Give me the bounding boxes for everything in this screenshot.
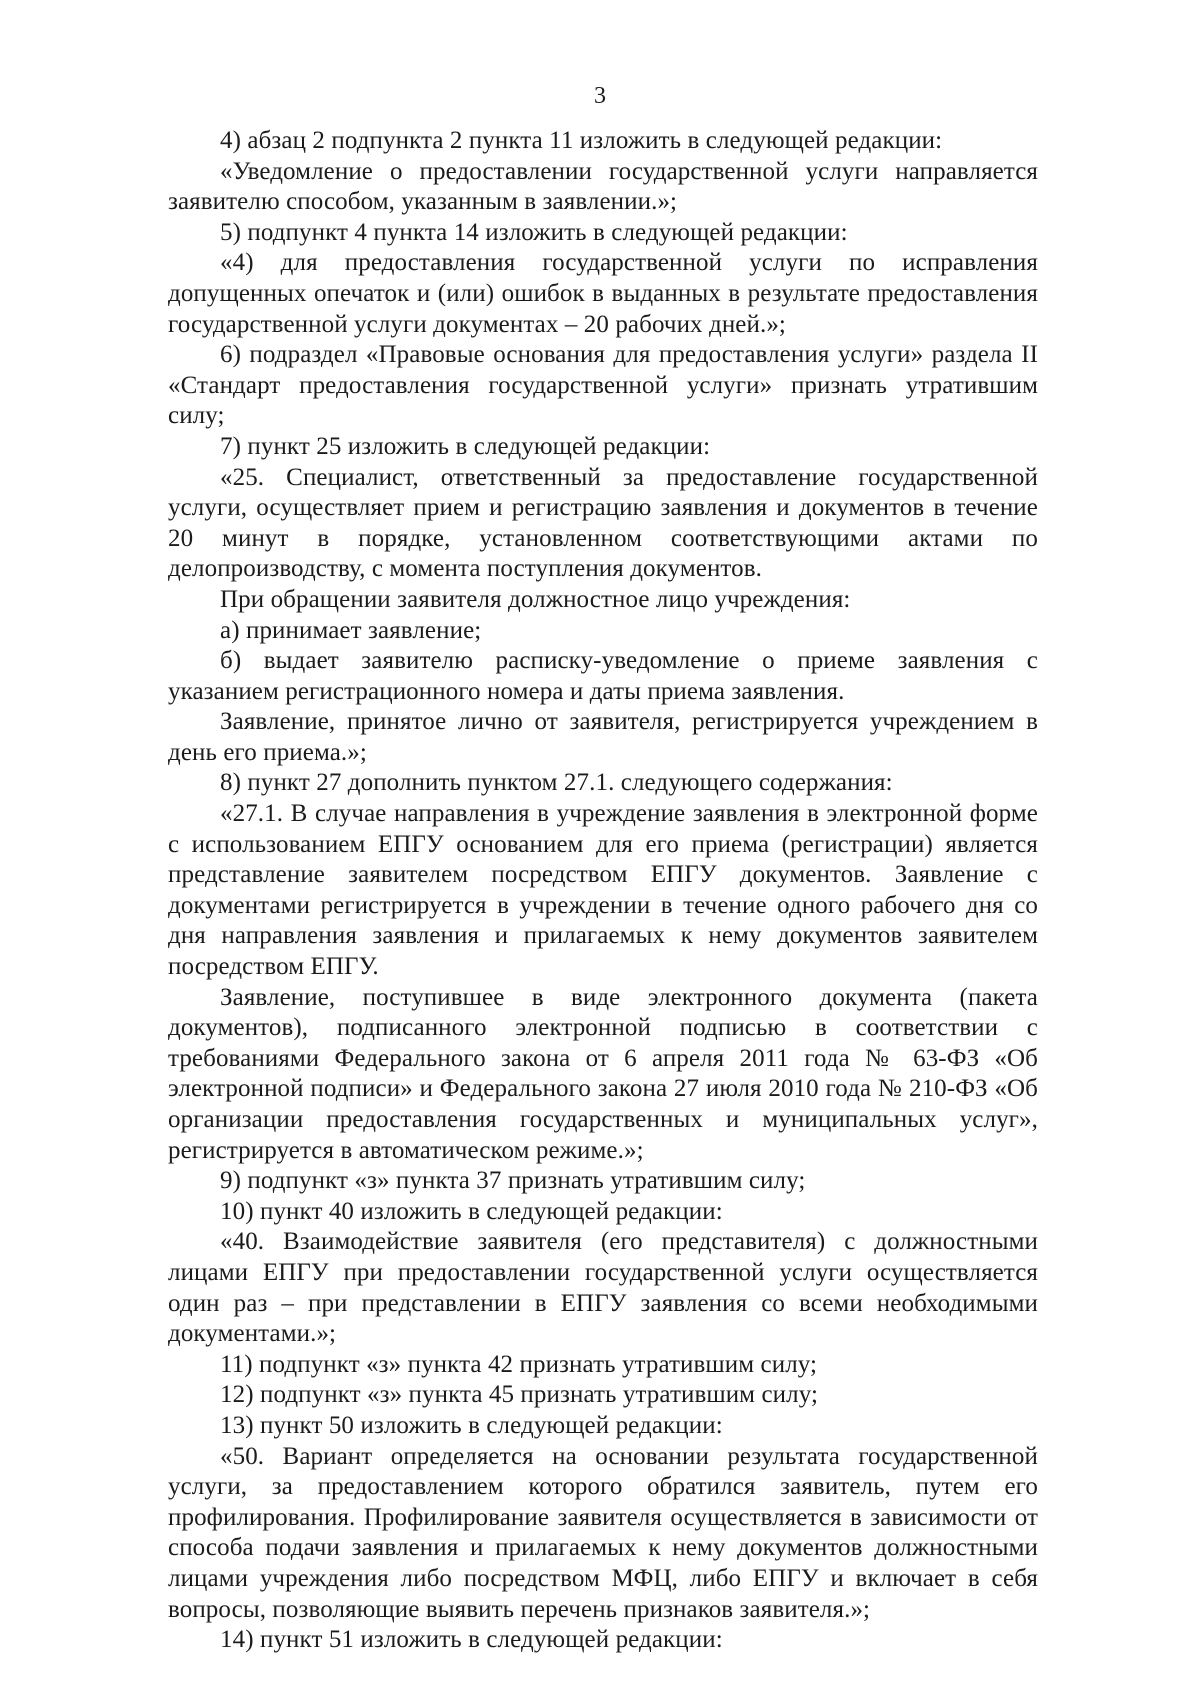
body-paragraph: Заявление, принятое лично от заявителя, регистрируется учреждением в день его приема.»;	[168, 708, 1038, 766]
amendment-item-9: 9) подпункт «з» пункта 37 признать утратившим силу;	[220, 1167, 806, 1195]
document-body	[168, 126, 1038, 1656]
quoted-text-paragraph: «50. Вариант определяется на основании результата государственной услуги, за предоставлением которого обратился заявитель, путем его профилирования. Профилирование заявителя осуществляется в зависимости от способа подачи заявления и прилагаемых к нему документов должностными лицами учреждения либо посредством МФЦ, либо ЕПГУ и включает в себя вопросы, позволяющие выявить перечень признаков заявителя.»;	[168, 1442, 1038, 1623]
quoted-text-paragraph: «27.1. В случае направления в учреждение заявления в электронной форме с использованием ЕПГУ основанием для его приема (регистрации) является представление заявителем посредством ЕПГУ документов. Заявление с документами регистрируется в учреждении в течение одного рабочего дня со дня направления заявления и прилагаемых к нему документов заявителем посредством ЕПГУ.	[168, 800, 1038, 981]
quoted-text-paragraph: «Уведомление о предоставлении государственной услуги направляется заявителю способом, указанным в заявлении.»;	[168, 157, 1038, 216]
page-number: 3	[594, 83, 606, 109]
amendment-item-6: 6) подраздел «Правовые основания для предоставления услуги» раздела II «Стандарт предоставления государственной услуги» признать утратившим силу;	[168, 341, 1038, 430]
amendment-item-7: 7) пункт 25 изложить в следующей редакции:	[220, 432, 711, 460]
body-paragraph: Заявление, поступившее в виде электронного документа (пакета документов), подписанного электронной подписью в соответствии с требованиями Федерального закона от 6 апреля 2011 года № 63-ФЗ «Об электронной подписи» и Федерального закона 27 июля 2010 года № 210-ФЗ «Об организации предоставления государственных и муниципальных услуг», регистрируется в автоматическом режиме.»;	[168, 983, 1038, 1164]
quoted-text-paragraph: «40. Взаимодействие заявителя (его представителя) с должностными лицами ЕПГУ при предоставлении государственной услуги осуществляется один раз – при представлении в ЕПГУ заявления со всеми необходимыми документами.»;	[168, 1228, 1038, 1348]
amendment-item-11: 11) подпункт «з» пункта 42 признать утратившим силу;	[220, 1350, 818, 1378]
amendment-item-14: 14) пункт 51 изложить в следующей редакции:	[220, 1626, 723, 1654]
amendment-item-12: 12) подпункт «з» пункта 45 признать утратившим силу;	[220, 1381, 819, 1409]
list-item-b: б) выдает заявителю расписку-уведомление о приеме заявления с указанием регистрационного номера и даты приема заявления.	[168, 647, 1038, 705]
amendment-item-10: 10) пункт 40 изложить в следующей редакции:	[220, 1197, 723, 1225]
amendment-item-5: 5) подпункт 4 пункта 14 изложить в следующей редакции:	[220, 218, 848, 246]
list-item-a: а) принимает заявление;	[220, 616, 482, 644]
body-paragraph: При обращении заявителя должностное лицо учреждения:	[220, 585, 851, 613]
amendment-item-13: 13) пункт 50 изложить в следующей редакции:	[220, 1411, 723, 1439]
quoted-text-paragraph: «25. Специалист, ответственный за предоставление государственной услуги, осуществляет прием и регистрацию заявления и документов в течение 20 минут в порядке, установленном соответствующими актами по делопроизводству, с момента поступления документов.	[168, 463, 1038, 583]
quoted-text-paragraph: «4) для предоставления государственной услуги по исправления допущенных опечаток и (или) ошибок в выданных в результате предоставления государственной услуги документах – 20 рабочих дней.»;	[168, 249, 1038, 338]
amendment-item-4: 4) абзац 2 подпункта 2 пункта 11 изложить в следующей редакции:	[220, 127, 943, 154]
amendment-item-8: 8) пункт 27 дополнить пунктом 27.1. следующего содержания:	[220, 769, 893, 797]
